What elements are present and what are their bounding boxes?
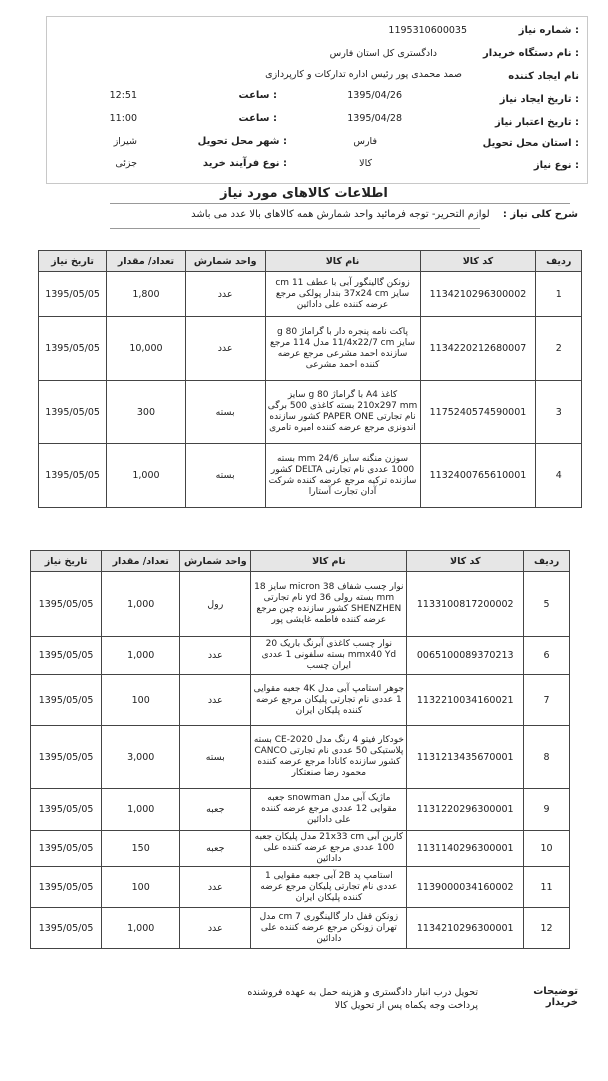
table-row (31, 789, 570, 831)
table-row (31, 831, 570, 867)
valid-date-value: 1395/04/28 (347, 113, 402, 124)
need-number-label: شماره نیاز : (518, 25, 579, 36)
unit-cell: جعبه (180, 789, 251, 831)
col-header-unit: واحد شمارش (185, 251, 265, 272)
quantity-cell: 10,000 (107, 317, 186, 381)
item-code-cell: 1133100817200002 (407, 572, 524, 637)
unit-cell: عدد (180, 675, 251, 726)
unit-cell: بسته (180, 726, 251, 789)
title-divider (110, 203, 570, 204)
col-header-date: تاریخ نیاز (31, 551, 102, 572)
buyer-org-value: دادگستری کل استان فارس (329, 48, 437, 59)
row-number-cell: 4 (536, 444, 582, 508)
table-row (39, 381, 582, 444)
quantity-cell: 300 (107, 381, 186, 444)
valid-time-label: ساعت : (238, 113, 277, 124)
quantity-cell: 150 (102, 831, 180, 867)
need-date-cell: 1395/05/05 (31, 637, 102, 675)
item-code-cell: 1131213435670001 (407, 726, 524, 789)
delivery-province-label: استان محل تحویل : (482, 138, 579, 149)
table-row (39, 272, 582, 317)
delivery-province-value: فارس (353, 136, 377, 147)
quantity-cell: 1,800 (107, 272, 186, 317)
unit-cell: عدد (185, 272, 265, 317)
row-number-cell: 10 (524, 831, 570, 867)
unit-cell: رول (180, 572, 251, 637)
row-number-cell: 8 (524, 726, 570, 789)
item-code-cell: 1132210034160021 (407, 675, 524, 726)
table-row (39, 317, 582, 381)
delivery-city-value: شیراز (113, 136, 137, 147)
item-name-cell: کاربن آبی 21x33 cm مدل پلیکان جعبه 100 عددی مرجع عرضه کننده علی دادائین (251, 831, 407, 867)
table-header-row (39, 251, 582, 272)
need-date-cell: 1395/05/05 (39, 317, 107, 381)
item-code-cell: 1134220212680007 (420, 317, 536, 381)
need-date-cell: 1395/05/05 (39, 381, 107, 444)
unit-cell: عدد (180, 908, 251, 949)
buyer-notes-line: پرداخت وجه یکماه پس از تحویل کالا (334, 1000, 478, 1011)
row-number-cell: 11 (524, 867, 570, 908)
need-date-cell: 1395/05/05 (31, 789, 102, 831)
general-description (191, 209, 578, 220)
table-header-row (31, 551, 570, 572)
quantity-cell: 1,000 (102, 572, 180, 637)
need-number-value: 1195310600035 (388, 25, 467, 36)
delivery-city-label: شهر محل تحویل : (197, 136, 287, 147)
item-name-cell: زونکن قفل دار گالینگوری 7 cm مدل تهران زونکن مرجع عرضه کننده علی دادائین (251, 908, 407, 949)
item-code-cell: 1131140296300001 (407, 831, 524, 867)
item-name-cell: خودکار فیتو 4 رنگ مدل CE-2020 بسته پلاستیکی 50 عددی نام تجارتی CANCO کشور سازنده کانادا مرجع عرضه کننده محمود رضا صنعتکار (251, 726, 407, 789)
need-date-cell: 1395/05/05 (31, 572, 102, 637)
quantity-cell: 1,000 (102, 637, 180, 675)
table-row (31, 637, 570, 675)
col-header-date: تاریخ نیاز (39, 251, 107, 272)
creator-label: نام ایجاد کننده (508, 71, 579, 82)
unit-cell: بسته (185, 381, 265, 444)
item-code-cell: 1175240574590001 (420, 381, 536, 444)
col-header-qty: تعداد/ مقدار (102, 551, 180, 572)
row-number-cell: 6 (524, 637, 570, 675)
purchase-process-label: نوع فرآیند خرید : (202, 158, 287, 169)
col-header-code: کد کالا (407, 551, 524, 572)
col-header-name: نام کالا (265, 251, 420, 272)
buyer-org-label: نام دستگاه خریدار : (483, 48, 579, 59)
col-header-qty: تعداد/ مقدار (107, 251, 186, 272)
item-name-cell: جوهر استامپ آبی مدل 4K جعبه مقوایی 1 عددی نام تجارتی پلیکان مرجع عرضه کننده پلیکان ایران (251, 675, 407, 726)
need-date-cell: 1395/05/05 (31, 675, 102, 726)
item-name-cell: سوزن منگنه سایز 24/6 mm بسته 1000 عددی نام تجارتی DELTA کشور سازنده ترکیه مرجع عرضه کننده شرکت آدان تجارت آستارا (265, 444, 420, 508)
row-number-cell: 7 (524, 675, 570, 726)
item-code-cell: 1134210296300002 (420, 272, 536, 317)
items-table-1 (38, 250, 582, 508)
need-date-cell: 1395/05/05 (31, 908, 102, 949)
item-code-cell: 1134210296300001 (407, 908, 524, 949)
col-header-row: ردیف (524, 551, 570, 572)
section-title: اطلاعات کالاهای مورد نیاز (220, 186, 388, 201)
item-code-cell: 1132400765610001 (420, 444, 536, 508)
item-name-cell: استامپ پد 2B آبی جعبه مقوایی 1 عددی نام تجارتی پلیکان مرجع عرضه کننده پلیکان ایران (251, 867, 407, 908)
valid-time-value: 11:00 (109, 113, 137, 124)
created-time-label: ساعت : (238, 90, 277, 101)
item-code-cell: 1131220296300001 (407, 789, 524, 831)
need-type-value: کالا (359, 158, 372, 169)
need-type-label: نوع نیاز : (533, 160, 579, 171)
creator-value: صمد محمدی پور رئیس اداره تدارکات و کارپردازی (265, 69, 462, 80)
general-description-label: شرح کلی نیاز : (502, 209, 578, 220)
table-row (39, 444, 582, 508)
quantity-cell: 100 (102, 867, 180, 908)
quantity-cell: 1,000 (102, 908, 180, 949)
unit-cell: عدد (185, 317, 265, 381)
created-date-label: تاریخ ایجاد نیاز : (499, 94, 579, 105)
item-code-cell: 1139000034160002 (407, 867, 524, 908)
description-underline (110, 228, 480, 229)
created-date-value: 1395/04/26 (347, 90, 402, 101)
valid-date-label: تاریخ اعتبار نیاز : (495, 117, 579, 128)
purchase-process-value: جزئی (115, 158, 137, 169)
table-row (31, 908, 570, 949)
table-row (31, 572, 570, 637)
item-name-cell: نوار چسب کاغذی آبرنگ باریک 20 mmx40 Yd بسته سلفونی 1 عددی ایران چسب (251, 637, 407, 675)
item-code-cell: 0065100089370213 (407, 637, 524, 675)
col-header-code: کد کالا (420, 251, 536, 272)
col-header-unit: واحد شمارش (180, 551, 251, 572)
buyer-notes-line: تحویل درب انبار دادگستری و هزینه حمل به عهده فروشنده (247, 987, 478, 998)
table-row (31, 675, 570, 726)
need-date-cell: 1395/05/05 (31, 831, 102, 867)
items-table-2 (30, 550, 570, 949)
need-date-cell: 1395/05/05 (31, 726, 102, 789)
general-description-value: لوازم التحریر- توجه فرمائید واحد شمارش همه کالاهای بالا عدد می باشد (191, 209, 490, 220)
col-header-name: نام کالا (251, 551, 407, 572)
row-number-cell: 12 (524, 908, 570, 949)
col-header-row: ردیف (536, 251, 582, 272)
row-number-cell: 2 (536, 317, 582, 381)
quantity-cell: 1,000 (102, 789, 180, 831)
item-name-cell: پاکت نامه پنجره دار با گراماژ 80 g سایز 11/4x22/7 cm مدل 114 مرجع سازنده احمد مشرعی مرجع عرضه کننده احمد مشرعی (265, 317, 420, 381)
unit-cell: عدد (180, 867, 251, 908)
need-date-cell: 1395/05/05 (39, 444, 107, 508)
need-date-cell: 1395/05/05 (39, 272, 107, 317)
unit-cell: جعبه (180, 831, 251, 867)
quantity-cell: 1,000 (107, 444, 186, 508)
table-row (31, 867, 570, 908)
item-name-cell: ماژیک آبی مدل snowman جعبه مقوایی 12 عددی مرجع عرضه کننده علی دادائین (251, 789, 407, 831)
row-number-cell: 9 (524, 789, 570, 831)
row-number-cell: 1 (536, 272, 582, 317)
tender-header (46, 16, 588, 184)
item-name-cell: نوار چسب شفاف 38 micron سایز 18 mm بسته رولی 36 yd نام تجارتی SHENZHEN کشور سازنده چین مرجع عرضه کننده فاطمه غایشی پور (251, 572, 407, 637)
unit-cell: بسته (185, 444, 265, 508)
table-row (31, 726, 570, 789)
quantity-cell: 3,000 (102, 726, 180, 789)
need-date-cell: 1395/05/05 (31, 867, 102, 908)
item-name-cell: زونکن گالینگور آبی با عطف 11 cm سایز 37x24 cm بندار پولکی مرجع عرضه کننده علی دادائین (265, 272, 420, 317)
row-number-cell: 5 (524, 572, 570, 637)
buyer-notes-label: توضیحات خریدار (533, 986, 578, 1008)
created-time-value: 12:51 (109, 90, 137, 101)
buyer-notes-text (178, 986, 478, 1012)
item-name-cell: کاغذ A4 با گراماژ 80 g سایز 210x297 mm بسته کاغذی 500 برگی نام تجارتی PAPER ONE کشور سازنده اندونزی مرجع عرضه کننده امیره تامری (265, 381, 420, 444)
quantity-cell: 100 (102, 675, 180, 726)
row-number-cell: 3 (536, 381, 582, 444)
unit-cell: عدد (180, 637, 251, 675)
